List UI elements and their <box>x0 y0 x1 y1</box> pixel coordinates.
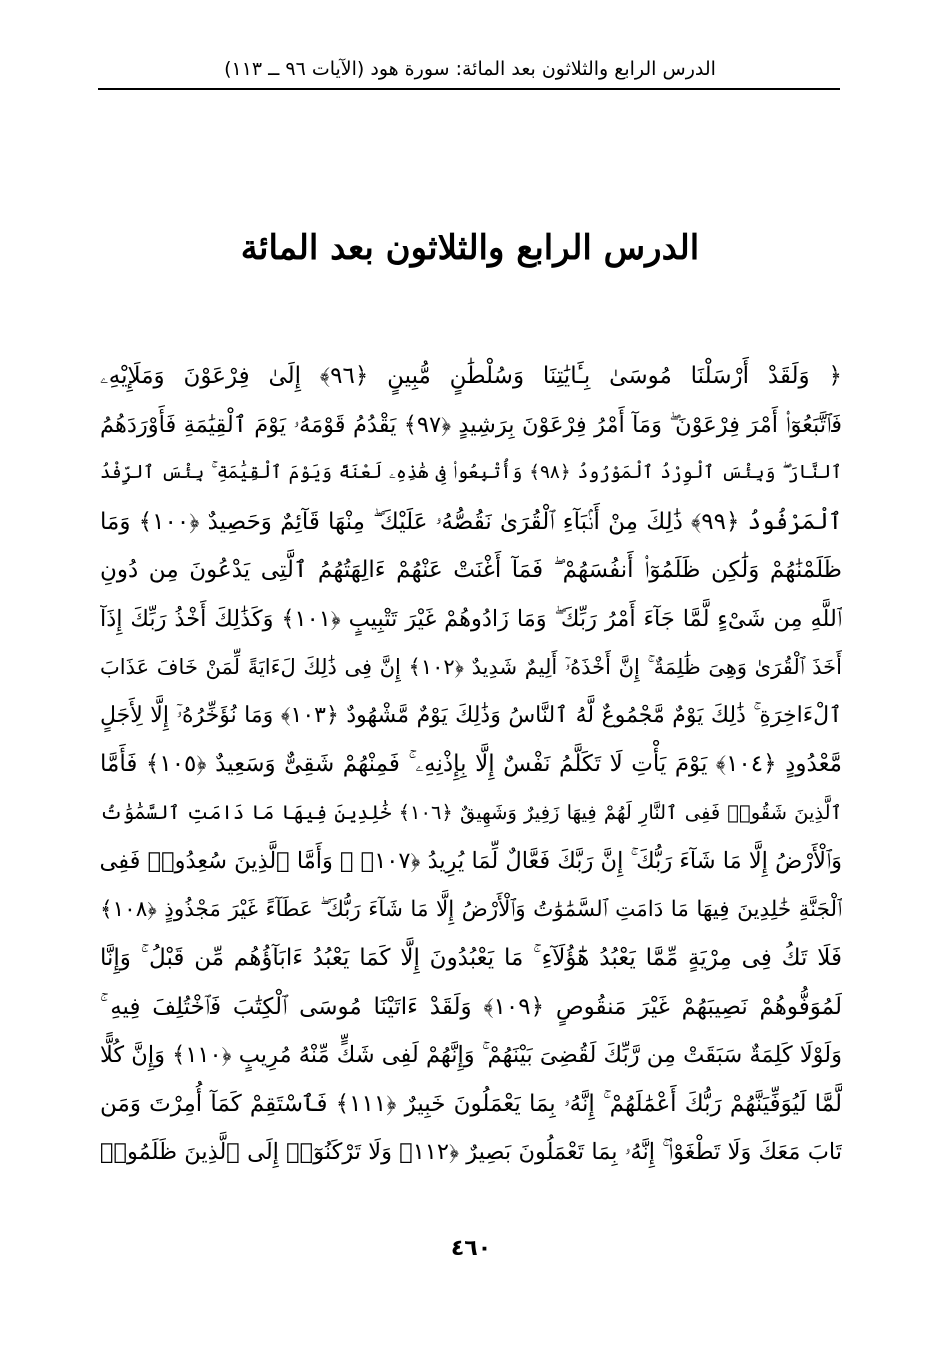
header-divider <box>98 88 840 90</box>
verse-line: فَٱتَّبَعُوٓا۟ أَمْرَ فِرْعَوْنَ ۖ وَمَآ أَمْرُ فِرْعَوْنَ بِرَشِيدٍ ﴿٩٧﴾ يَقْدُمُ قَوْمَهُۥ يَوْمَ ٱلْقِيَٰمَةِ فَأَوْرَدَهُمُ <box>100 411 842 438</box>
running-header: الدرس الرابع والثلاثون بعد المائة: سورة هود (الآيات ٩٦ ــ ١١٣) <box>224 58 716 80</box>
verse-line: لَّمَّا لَيُوَفِّيَنَّهُمْ رَبُّكَ أَعْمَٰلَهُمْ ۚ إِنَّهُۥ بِمَا يَعْمَلُونَ خَبِيرٌ ﴿١١١﴾ فَٱسْتَقِمْ كَمَآ أُمِرْتَ وَمَن <box>100 1090 842 1117</box>
verse-line: تَابَ مَعَكَ وَلَا تَطْغَوْا۟ ۚ إِنَّهُۥ بِمَا تَعْمَلُونَ بَصِيرٌ ﴿١١٢﴾ وَلَا تَرْكَنُوٓا۟ إِلَى ٱلَّذِينَ ظَلَمُوا۟ <box>100 1139 842 1165</box>
verse-line: فَلَا تَكُ فِى مِرْيَةٍ مِّمَّا يَعْبُدُ هَٰٓؤُلَآءِ ۚ مَا يَعْبُدُونَ إِلَّا كَمَا يَعْبُدُ ءَابَآؤُهُم مِّن قَبْلُ ۚ وَإِنَّا <box>100 945 842 971</box>
quran-verses <box>100 352 842 1177</box>
page-number: ٤٦٠ <box>450 1236 492 1261</box>
verse-line: وَٱلْأَرْضُ إِلَّا مَا شَآءَ رَبُّكَ ۚ إِنَّ رَبَّكَ فَعَّالٌ لِّمَا يُرِيدُ ﴿١٠٧﴾ ۞ وَأَمَّا ٱلَّذِينَ سُعِدُوا۟ فَفِى <box>100 848 842 874</box>
verse-line: ٱللَّهِ مِن شَىْءٍ لَّمَّا جَآءَ أَمْرُ رَبِّكَ ۖ وَمَا زَادُوهُمْ غَيْرَ تَتْبِيبٍ ﴿١٠١﴾ وَكَذَٰلِكَ أَخْذُ رَبِّكَ إِذَآ <box>100 605 842 632</box>
verse-line: ﴿ وَلَقَدْ أَرْسَلْنَا مُوسَىٰ بِـَٔايَٰتِنَا وَسُلْطَٰنٍ مُّبِينٍ ﴿٩٦﴾ إِلَىٰ فِرْعَوْنَ وَمَلَإِيْهِۦ <box>100 363 842 389</box>
verse-line: ٱلْمَرْفُودُ ﴿٩٩﴾ ذَٰلِكَ مِنْ أَنۢبَآءِ ٱلْقُرَىٰ نَقُصُّهُۥ عَلَيْكَ ۖ مِنْهَا قَآئِمٌ وَحَصِيدٌ ﴿١٠٠﴾ وَمَا <box>100 508 842 535</box>
verse-line: ٱلْءَاخِرَةِ ۚ ذَٰلِكَ يَوْمٌ مَّجْمُوعٌ لَّهُ ٱلنَّاسُ وَذَٰلِكَ يَوْمٌ مَّشْهُودٌ ﴿١٠٣﴾ وَمَا نُؤَخِّرُهُۥٓ إِلَّا لِأَجَلٍ <box>100 702 842 728</box>
verse-line: ٱلَّذِينَ شَقُوا۟ فَفِى ٱلنَّارِ لَهُمْ فِيهَا زَفِيرٌ وَشَهِيقٌ ﴿١٠٦﴾ خَٰلِدِينَ فِيهَا مَا دَامَتِ ٱلسَّمَٰوَٰتُ <box>100 800 842 824</box>
verse-line: وَلَوْلَا كَلِمَةٌ سَبَقَتْ مِن رَّبِّكَ لَقُضِىَ بَيْنَهُمْ ۚ وَإِنَّهُمْ لَفِى شَكٍّ مِّنْهُ مُرِيبٍ ﴿١١٠﴾ وَإِنَّ كُلًّا <box>100 1042 842 1068</box>
verse-line: ٱلنَّارَ ۖ وَبِئْسَ ٱلْوِرْدُ ٱلْمَوْرُودُ ﴿٩٨﴾ وَأُتْبِعُوا۟ فِى هَٰذِهِۦ لَعْنَةً وَيَوْمَ ٱلْقِيَٰمَةِ ۚ بِئْسَ ٱلرِّفْدُ <box>100 462 842 483</box>
lesson-title: الدرس الرابع والثلاثون بعد المائة <box>240 228 700 268</box>
verse-line: لَمُوَفُّوهُمْ نَصِيبَهُمْ غَيْرَ مَنقُوصٍ ﴿١٠٩﴾ وَلَقَدْ ءَاتَيْنَا مُوسَى ٱلْكِتَٰبَ فَٱخْتُلِفَ فِيهِ ۚ <box>100 993 842 1020</box>
verse-line: أَخَذَ ٱلْقُرَىٰ وَهِىَ ظَٰلِمَةٌ ۚ إِنَّ أَخْذَهُۥٓ أَلِيمٌ شَدِيدٌ ﴿١٠٢﴾ إِنَّ فِى ذَٰلِكَ لَءَايَةً لِّمَنْ خَافَ عَذَابَ <box>100 655 842 679</box>
verse-line: مَّعْدُودٍ ﴿١٠٤﴾ يَوْمَ يَأْتِ لَا تَكَلَّمُ نَفْسٌ إِلَّا بِإِذْنِهِۦ ۚ فَمِنْهُمْ شَقِىٌّ وَسَعِيدٌ ﴿١٠٥﴾ فَأَمَّا <box>100 751 842 777</box>
verse-line: ٱلْجَنَّةِ خَٰلِدِينَ فِيهَا مَا دَامَتِ ٱلسَّمَٰوَٰتُ وَٱلْأَرْضُ إِلَّا مَا شَآءَ رَبُّكَ ۖ عَطَآءً غَيْرَ مَجْذُوذٍ ﴿١٠٨﴾ <box>100 896 842 922</box>
verse-line: ظَلَمْنَٰهُمْ وَلَٰكِن ظَلَمُوٓا۟ أَنفُسَهُمْ ۖ فَمَآ أَغْنَتْ عَنْهُمْ ءَالِهَتُهُمُ ٱلَّتِى يَدْعُونَ مِن دُونِ <box>100 557 842 583</box>
